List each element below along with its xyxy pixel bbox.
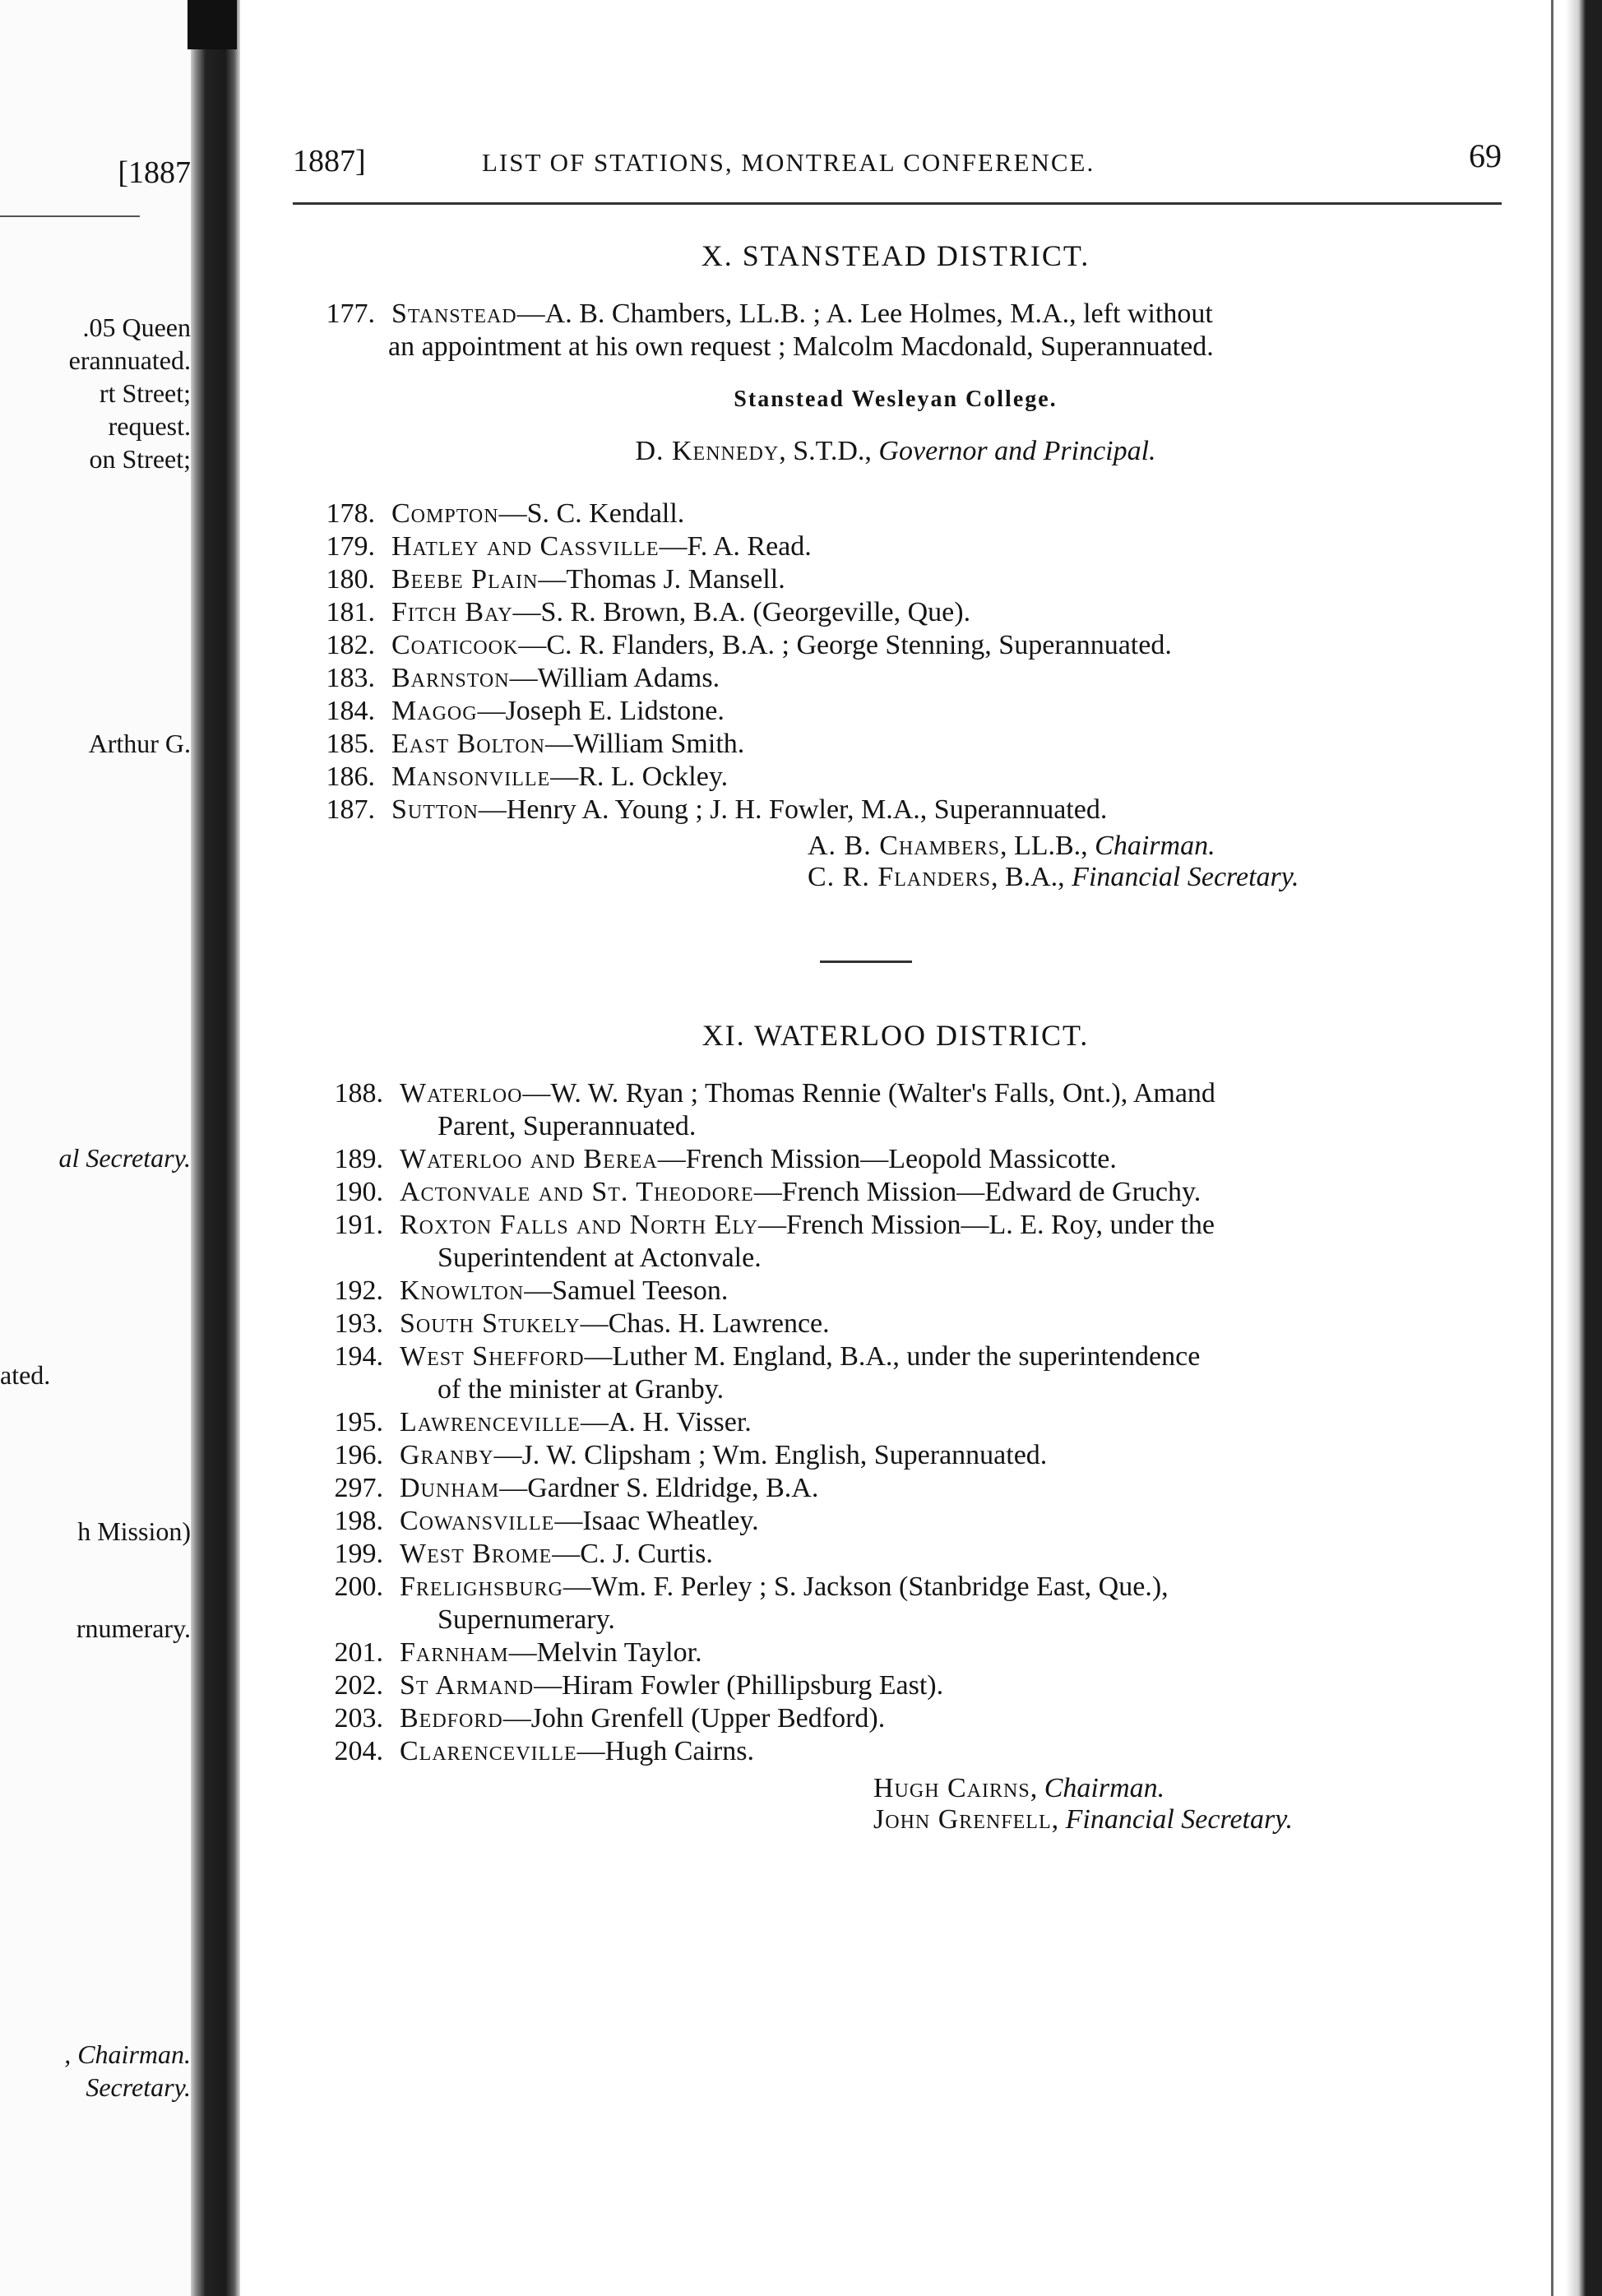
entry-body <box>391 794 1461 826</box>
page-edge-shadow <box>1566 0 1602 2296</box>
left-fragment: request. <box>108 411 191 441</box>
left-fragment: Arthur G. <box>88 729 191 758</box>
station-entry <box>301 1143 1502 1176</box>
station-ministers: —Thomas J. Mansell. <box>538 564 785 595</box>
station-entry <box>293 728 1502 761</box>
station-ministers: —Luther M. England, B.A., under the superintendence <box>584 1341 1201 1372</box>
left-fragment: h Mission) <box>77 1516 191 1546</box>
officer-name: C. R. Flanders <box>808 862 991 892</box>
entry-number: 177. <box>326 299 375 329</box>
station-ministers: —S. R. Brown, B.A. (Georgeville, Que). <box>512 597 971 627</box>
section-separator <box>820 961 912 963</box>
district-title-stanstead: X. STANSTEAD DISTRICT. <box>701 239 1090 272</box>
station-entry <box>293 298 1502 363</box>
entry-continuation: Parent, Superannuated. <box>438 1111 697 1141</box>
book-gutter <box>191 0 240 2296</box>
entry-body <box>400 1340 1502 1373</box>
page-edge-line <box>1551 0 1553 2296</box>
station-entry <box>293 530 1502 563</box>
station-ministers: —J. W. Clipsham ; Wm. English, Superannuated. <box>493 1440 1048 1470</box>
officer-name: John Grenfell <box>873 1804 1052 1835</box>
entry-number: 193. <box>334 1308 383 1339</box>
book-gutter-shadow <box>188 0 237 49</box>
station-name: Waterloo <box>400 1078 523 1109</box>
entry-number: 180. <box>326 564 375 595</box>
station-name: Dunham <box>400 1473 500 1503</box>
station-name: Clarenceville <box>400 1736 577 1766</box>
left-fragment: ated. <box>0 1360 51 1390</box>
entry-body <box>391 498 1461 530</box>
entry-number: 184. <box>326 696 375 726</box>
station-ministers: —French Mission—L. E. Roy, under the <box>757 1210 1215 1240</box>
left-fragment: Secretary. <box>86 2072 191 2102</box>
station-ministers: —William Smith. <box>544 729 745 759</box>
station-entry <box>301 1439 1502 1472</box>
officer-degree: , <box>1051 1804 1066 1835</box>
header-rule <box>293 202 1502 205</box>
station-ministers: —C. J. Curtis. <box>552 1539 713 1569</box>
station-entry <box>301 1636 1502 1669</box>
district-chairman <box>873 1773 1164 1804</box>
station-ministers: —F. A. Read. <box>659 531 812 562</box>
station-name: Magog <box>391 696 478 726</box>
principal-role: Governor and Principal. <box>878 436 1156 466</box>
station-ministers: —Wm. F. Perley ; S. Jackson (Stanbridge East, Que.), <box>563 1572 1169 1602</box>
entry-body <box>400 1702 1469 1735</box>
entry-number: 196. <box>334 1440 383 1470</box>
station-entry <box>301 1275 1502 1308</box>
entry-number: 183. <box>326 663 375 693</box>
district-chairman <box>808 831 1215 862</box>
entry-continuation: of the minister at Granby. <box>438 1374 725 1405</box>
left-fragment: .05 Queen <box>82 312 191 342</box>
entry-body <box>400 1143 1469 1176</box>
station-ministers: —Chas. H. Lawrence. <box>580 1308 830 1339</box>
entry-body <box>400 1472 1469 1505</box>
station-name: Mansonville <box>391 761 551 792</box>
station-ministers: —Joseph E. Lidstone. <box>477 696 725 726</box>
entry-body <box>400 1176 1469 1209</box>
principal-name: D. Kennedy <box>635 436 780 466</box>
station-entry <box>301 1077 1502 1143</box>
station-name: Actonvale and St. Theodore <box>400 1177 754 1207</box>
entry-number: 199. <box>334 1539 383 1569</box>
officer-name: Hugh Cairns <box>873 1773 1030 1803</box>
entry-number: 188. <box>334 1078 383 1109</box>
entry-body <box>400 1406 1469 1439</box>
entry-body <box>391 563 1461 596</box>
officer-name: A. B. Chambers <box>808 831 1000 861</box>
entry-number: 198. <box>334 1506 383 1536</box>
main-page <box>240 0 1551 2296</box>
station-entry <box>301 1505 1502 1538</box>
entry-number: 189. <box>334 1144 383 1174</box>
station-entry <box>301 1209 1502 1275</box>
station-entry <box>301 1669 1502 1702</box>
college-principal <box>240 436 1551 467</box>
entry-number: 190. <box>334 1177 383 1207</box>
station-name: Sutton <box>391 794 479 825</box>
entry-body <box>391 596 1461 629</box>
officer-role: Financial Secretary. <box>1065 1804 1293 1835</box>
entry-body <box>400 1077 1502 1110</box>
station-entry <box>293 629 1502 662</box>
station-name: West Brome <box>400 1539 553 1569</box>
station-name: Frelighsburg <box>400 1572 563 1602</box>
entry-number: 204. <box>334 1736 383 1766</box>
station-ministers: —Hugh Cairns. <box>576 1736 754 1766</box>
running-header <box>293 137 1502 186</box>
station-name: South Stukely <box>400 1308 581 1339</box>
station-ministers: —S. C. Kendall. <box>498 498 685 529</box>
station-name: West Shefford <box>400 1341 585 1372</box>
left-page-rule <box>0 215 140 217</box>
left-fragment: rt Street; <box>99 378 191 408</box>
district-title-waterloo: XI. WATERLOO DISTRICT. <box>701 1019 1090 1052</box>
station-name: Beebe Plain <box>391 564 539 595</box>
officer-role: Chairman. <box>1044 1773 1165 1803</box>
officer-degree: , LL.B., <box>999 831 1095 861</box>
entry-continuation: Supernumerary. <box>438 1604 615 1635</box>
officer-role: Chairman. <box>1095 831 1215 861</box>
entry-number: 297. <box>334 1473 383 1503</box>
officer-degree: , B.A., <box>990 862 1072 892</box>
station-ministers: —Isaac Wheatley. <box>554 1506 759 1536</box>
station-entry <box>301 1472 1502 1505</box>
station-ministers: —Henry A. Young ; J. H. Fowler, M.A., Superannuated. <box>478 794 1108 825</box>
station-entry <box>301 1308 1502 1340</box>
entry-number: 178. <box>326 498 375 529</box>
entry-body <box>391 761 1461 794</box>
officer-role: Financial Secretary. <box>1072 862 1299 892</box>
principal-degree: , S.T.D., <box>779 436 879 466</box>
entry-body <box>400 1669 1469 1702</box>
entry-body <box>391 728 1461 761</box>
station-ministers: —R. L. Ockley. <box>550 761 729 792</box>
entry-body <box>400 1538 1469 1571</box>
entry-number: 182. <box>326 630 375 660</box>
station-name: Cowansville <box>400 1506 555 1536</box>
entry-body <box>391 629 1461 662</box>
entry-number: 195. <box>334 1407 383 1437</box>
left-fragment: , Chairman. <box>64 2039 191 2069</box>
entry-number: 192. <box>334 1275 383 1306</box>
station-name: Fitch Bay <box>391 597 513 627</box>
station-entry <box>301 1340 1502 1406</box>
station-entry <box>301 1538 1502 1571</box>
entry-body <box>400 1735 1469 1768</box>
entry-body <box>400 1571 1502 1604</box>
station-ministers: —W. W. Ryan ; Thomas Rennie (Walter's Falls, Ont.), Amand <box>522 1078 1215 1109</box>
entry-continuation: an appointment at his own request ; Malcolm Macdonald, Superannuated. <box>388 331 1214 362</box>
entry-number: 202. <box>334 1670 383 1701</box>
left-page-fragment <box>0 0 191 2296</box>
station-ministers: —Samuel Teeson. <box>524 1275 729 1306</box>
station-ministers: —Melvin Taylor. <box>508 1637 702 1668</box>
entry-body <box>400 1439 1469 1472</box>
left-fragment: rnumerary. <box>76 1613 191 1643</box>
station-name: Knowlton <box>400 1275 525 1306</box>
entry-body <box>391 662 1461 695</box>
station-name: St Armand <box>400 1670 535 1701</box>
station-name: Roxton Falls and North Ely <box>400 1210 758 1240</box>
station-name: Barnston <box>391 663 510 693</box>
station-name: East Bolton <box>391 729 545 759</box>
station-entry <box>293 662 1502 695</box>
station-ministers: —A. H. Visser. <box>580 1407 752 1437</box>
station-entry <box>301 1406 1502 1439</box>
entry-body <box>400 1209 1502 1242</box>
entry-number: 200. <box>334 1572 383 1602</box>
district-financial-secretary <box>873 1804 1293 1835</box>
station-ministers: —Hiram Fowler (Phillipsburg East). <box>534 1670 944 1701</box>
station-entry <box>301 1702 1502 1735</box>
entry-number: 181. <box>326 597 375 627</box>
entry-number: 191. <box>334 1210 383 1240</box>
left-fragment: erannuated. <box>68 345 191 375</box>
station-name: Waterloo and Berea <box>400 1144 658 1174</box>
entry-number: 179. <box>326 531 375 562</box>
entry-body <box>391 530 1461 563</box>
station-ministers: —C. R. Flanders, B.A. ; George Stenning, Superannuated. <box>518 630 1172 660</box>
station-ministers: —Gardner S. Eldridge, B.A. <box>499 1473 819 1503</box>
entry-number: 194. <box>334 1341 383 1372</box>
station-name: Hatley and Cassville <box>391 531 660 562</box>
entry-number: 187. <box>326 794 375 825</box>
station-name: Bedford <box>400 1703 503 1734</box>
left-fragment: on Street; <box>89 444 191 474</box>
entry-body <box>400 1308 1469 1340</box>
entry-body <box>391 298 1502 331</box>
station-name: Farnham <box>400 1637 509 1668</box>
entry-body <box>400 1505 1469 1538</box>
station-entry <box>301 1571 1502 1636</box>
entry-number: 201. <box>334 1637 383 1668</box>
station-name: Stanstead <box>391 299 517 329</box>
officer-degree: , <box>1030 1773 1044 1803</box>
entry-body <box>391 695 1461 728</box>
station-entry <box>293 794 1502 826</box>
station-ministers: —French Mission—Leopold Massicotte. <box>657 1144 1117 1174</box>
station-ministers: —French Mission—Edward de Gruchy. <box>753 1177 1202 1207</box>
page-number: 69 <box>1469 137 1502 174</box>
left-page-year: [1887 <box>118 155 191 190</box>
station-entry <box>301 1176 1502 1209</box>
left-fragment: al Secretary. <box>58 1143 191 1173</box>
station-entry <box>293 596 1502 629</box>
header-year: 1887] <box>293 144 366 178</box>
station-name: Compton <box>391 498 499 529</box>
station-name: Coaticook <box>391 630 519 660</box>
station-entry <box>293 695 1502 728</box>
college-name: Stanstead Wesleyan College. <box>734 387 1058 412</box>
entry-body <box>400 1636 1469 1669</box>
station-entry <box>293 563 1502 596</box>
station-ministers: —A. B. Chambers, LL.B. ; A. Lee Holmes, M.A., left without <box>516 299 1213 329</box>
entry-number: 203. <box>334 1703 383 1734</box>
entry-number: 186. <box>326 761 375 792</box>
entry-body <box>400 1275 1469 1308</box>
station-ministers: —John Grenfell (Upper Bedford). <box>502 1703 886 1734</box>
station-ministers: —William Adams. <box>509 663 720 693</box>
entry-continuation: Superintendent at Actonvale. <box>438 1243 762 1273</box>
entry-number: 185. <box>326 729 375 759</box>
station-name: Lawrenceville <box>400 1407 581 1437</box>
station-entry <box>301 1735 1502 1768</box>
station-entry <box>293 761 1502 794</box>
station-entry <box>293 498 1502 530</box>
station-name: Granby <box>400 1440 494 1470</box>
header-title: LIST OF STATIONS, MONTREAL CONFERENCE. <box>482 148 1095 177</box>
district-financial-secretary <box>808 862 1299 893</box>
